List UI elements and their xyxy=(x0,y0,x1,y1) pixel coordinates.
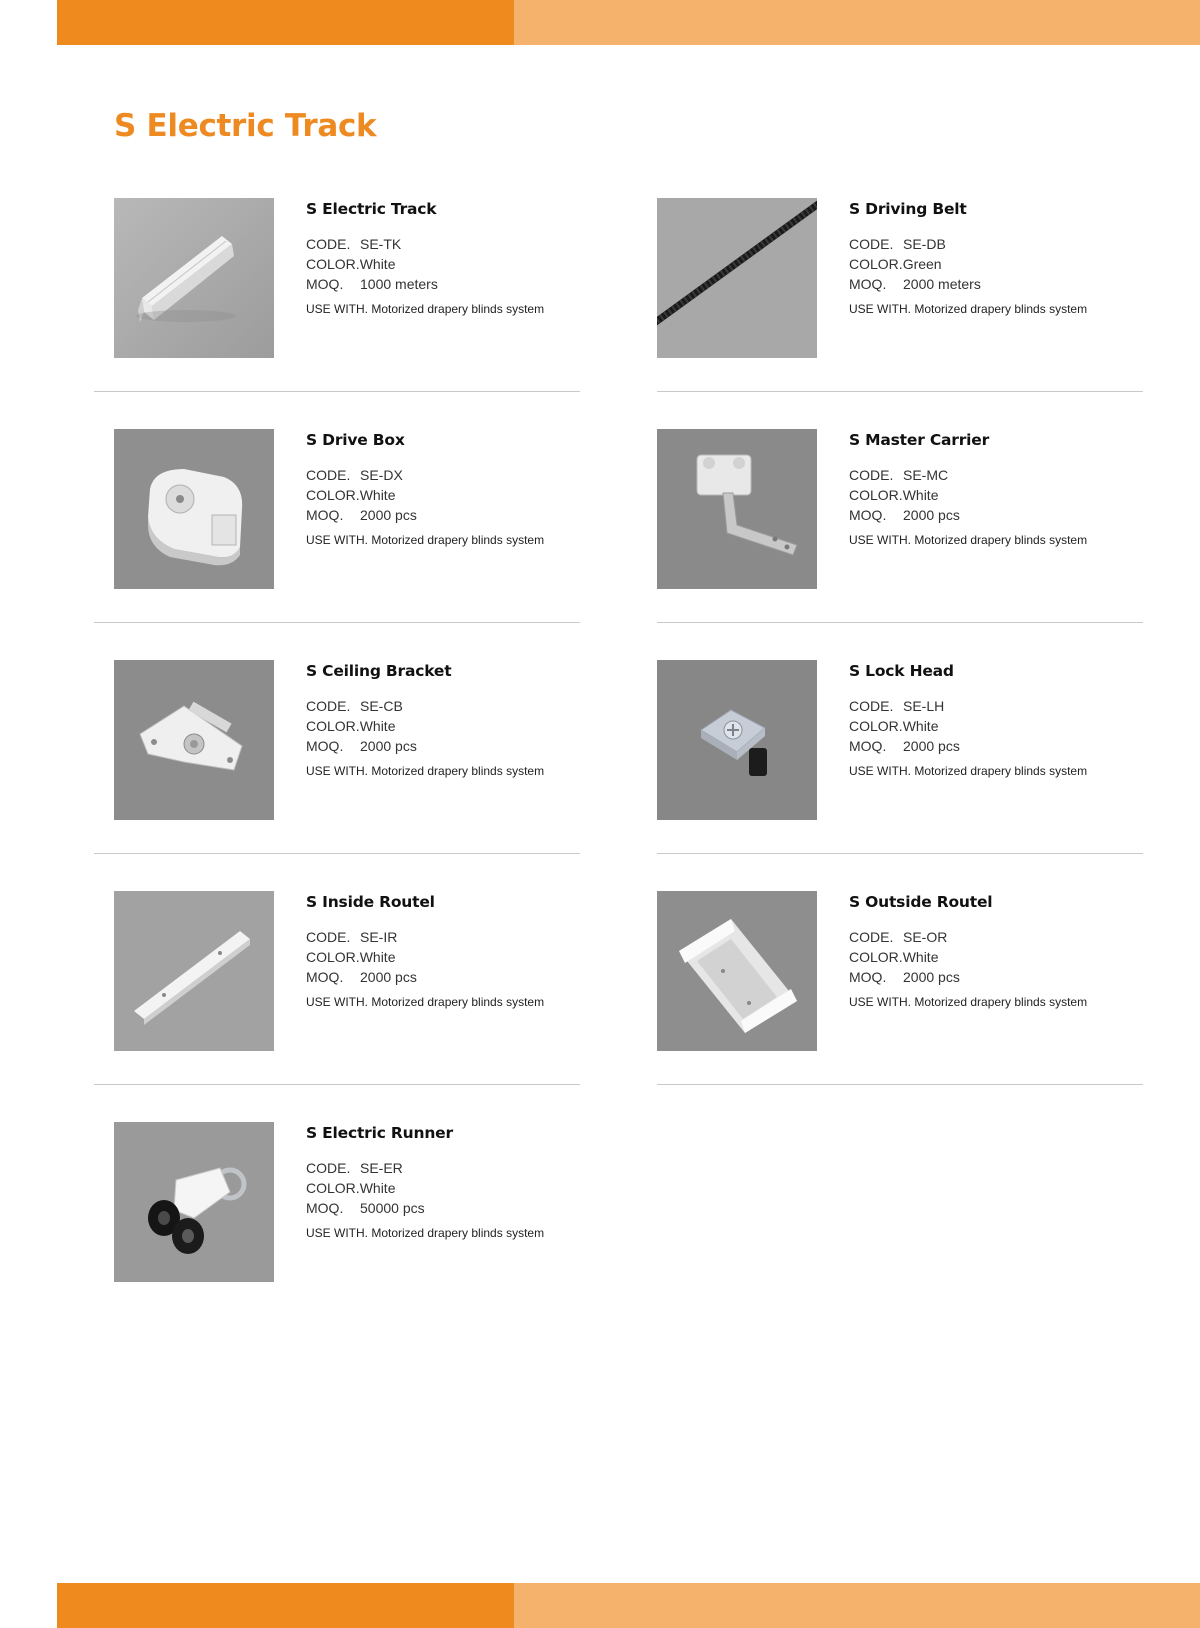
top-band-light xyxy=(514,0,1200,45)
moq-row: MOQ. 2000 meters xyxy=(849,276,981,292)
product-color: White xyxy=(359,487,396,503)
product-moq: 2000 pcs xyxy=(360,507,417,523)
top-color-band xyxy=(57,0,1200,45)
row-divider xyxy=(657,1084,1143,1085)
product-moq: 1000 meters xyxy=(360,276,438,292)
drive-box-icon xyxy=(114,429,274,589)
product-color: White xyxy=(359,949,396,965)
product-name: S Drive Box xyxy=(306,431,405,449)
product-name: S Electric Track xyxy=(306,200,437,218)
product-code: SE-IR xyxy=(360,929,398,945)
bottom-color-band xyxy=(57,1583,1200,1628)
product-name: S Lock Head xyxy=(849,662,954,680)
product-code: SE-TK xyxy=(360,236,402,252)
row-divider xyxy=(657,853,1143,854)
bottom-band-dark xyxy=(57,1583,514,1628)
code-row: CODE. SE-DX xyxy=(306,467,403,483)
moq-row: MOQ. 2000 pcs xyxy=(306,738,417,754)
code-row: CODE. SE-OR xyxy=(849,929,948,945)
product-color: White xyxy=(902,487,939,503)
code-row: CODE. SE-IR xyxy=(306,929,398,945)
product-card xyxy=(114,429,594,599)
code-row: CODE. SE-TK xyxy=(306,236,402,252)
inside-routel-icon xyxy=(114,891,274,1051)
color-row: COLOR.White xyxy=(849,949,939,965)
code-row: CODE. SE-DB xyxy=(849,236,946,252)
product-card xyxy=(114,198,594,368)
color-row: COLOR.White xyxy=(849,487,939,503)
row-divider xyxy=(94,853,580,854)
product-card xyxy=(657,429,1137,599)
product-name: S Driving Belt xyxy=(849,200,967,218)
row-divider xyxy=(94,622,580,623)
product-code: SE-DX xyxy=(360,467,403,483)
moq-row: MOQ. 1000 meters xyxy=(306,276,438,292)
product-code: SE-MC xyxy=(903,467,949,483)
use-with-text: USE WITH. Motorized drapery blinds system xyxy=(306,1226,545,1240)
use-with-text: USE WITH. Motorized drapery blinds system xyxy=(849,302,1088,316)
use-with-text: USE WITH. Motorized drapery blinds system xyxy=(306,764,545,778)
product-card xyxy=(657,891,1137,1061)
runner-icon xyxy=(114,1122,274,1282)
moq-row: MOQ. 2000 pcs xyxy=(306,507,417,523)
use-with-text: USE WITH. Motorized drapery blinds system xyxy=(849,533,1088,547)
code-row: CODE. SE-LH xyxy=(849,698,945,714)
product-code: SE-ER xyxy=(360,1160,403,1176)
color-row: COLOR.Green xyxy=(849,256,942,272)
use-with-text: USE WITH. Motorized drapery blinds system xyxy=(306,995,545,1009)
moq-row: MOQ. 2000 pcs xyxy=(849,738,960,754)
code-row: CODE. SE-ER xyxy=(306,1160,403,1176)
top-band-dark xyxy=(57,0,514,45)
product-color: White xyxy=(902,949,939,965)
product-name: S Inside Routel xyxy=(306,893,435,911)
ceiling-bracket-icon xyxy=(114,660,274,820)
moq-row: MOQ. 2000 pcs xyxy=(306,969,417,985)
product-name: S Electric Runner xyxy=(306,1124,453,1142)
product-moq: 50000 pcs xyxy=(360,1200,425,1216)
product-name: S Outside Routel xyxy=(849,893,993,911)
product-color: White xyxy=(359,718,396,734)
moq-row: MOQ. 50000 pcs xyxy=(306,1200,425,1216)
product-moq: 2000 meters xyxy=(903,276,981,292)
product-color: White xyxy=(359,256,396,272)
bottom-band-light xyxy=(514,1583,1200,1628)
row-divider xyxy=(94,391,580,392)
color-row: COLOR.White xyxy=(849,718,939,734)
use-with-text: USE WITH. Motorized drapery blinds system xyxy=(849,764,1088,778)
row-divider xyxy=(657,391,1143,392)
product-moq: 2000 pcs xyxy=(903,507,960,523)
product-code: SE-OR xyxy=(903,929,948,945)
product-code: SE-DB xyxy=(903,236,946,252)
product-moq: 2000 pcs xyxy=(360,969,417,985)
product-card xyxy=(657,198,1137,368)
use-with-text: USE WITH. Motorized drapery blinds system xyxy=(306,302,545,316)
use-with-text: USE WITH. Motorized drapery blinds system xyxy=(849,995,1088,1009)
product-code: SE-CB xyxy=(360,698,403,714)
product-moq: 2000 pcs xyxy=(903,969,960,985)
code-row: CODE. SE-CB xyxy=(306,698,403,714)
row-divider xyxy=(657,622,1143,623)
product-code: SE-LH xyxy=(903,698,945,714)
outside-routel-icon xyxy=(657,891,817,1051)
product-color: White xyxy=(359,1180,396,1196)
product-name: S Ceiling Bracket xyxy=(306,662,452,680)
row-divider xyxy=(94,1084,580,1085)
product-moq: 2000 pcs xyxy=(360,738,417,754)
code-row: CODE. SE-MC xyxy=(849,467,949,483)
product-color: White xyxy=(902,718,939,734)
product-card xyxy=(114,891,594,1061)
page-title: S Electric Track xyxy=(114,108,377,144)
moq-row: MOQ. 2000 pcs xyxy=(849,969,960,985)
product-color: Green xyxy=(902,256,942,272)
lock-head-icon xyxy=(657,660,817,820)
belt-icon xyxy=(657,198,817,358)
product-card xyxy=(114,1122,594,1292)
master-carrier-icon xyxy=(657,429,817,589)
use-with-text: USE WITH. Motorized drapery blinds system xyxy=(306,533,545,547)
moq-row: MOQ. 2000 pcs xyxy=(849,507,960,523)
color-row: COLOR.White xyxy=(306,256,396,272)
product-card xyxy=(114,660,594,830)
product-moq: 2000 pcs xyxy=(903,738,960,754)
track-profile-icon xyxy=(114,198,274,358)
color-row: COLOR.White xyxy=(306,1180,396,1196)
color-row: COLOR.White xyxy=(306,718,396,734)
color-row: COLOR.White xyxy=(306,949,396,965)
color-row: COLOR.White xyxy=(306,487,396,503)
product-name: S Master Carrier xyxy=(849,431,990,449)
product-card xyxy=(657,660,1137,830)
